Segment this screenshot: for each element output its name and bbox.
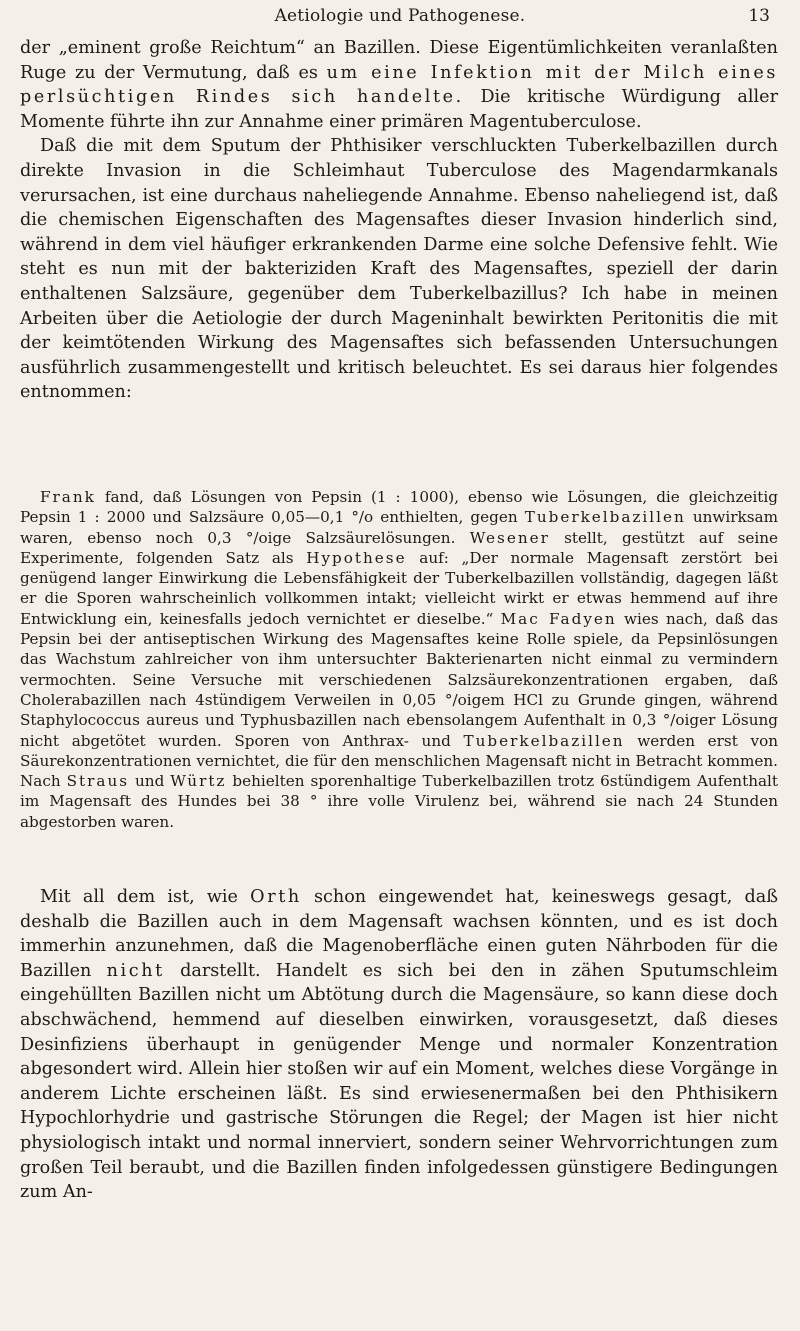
author-wesener: Wesener — [469, 528, 550, 547]
emphasized-text: Tuberkelbazillen — [524, 508, 686, 527]
author-straus: Straus — [66, 772, 130, 791]
author-orth: Orth — [250, 887, 302, 907]
paragraph-ruge — [20, 36, 778, 134]
emphasized-text: Hypothese — [306, 548, 407, 567]
small-print-text — [20, 487, 778, 832]
emphasized-text: nicht — [106, 960, 165, 981]
emphasized-text: Tuberkelbazillen — [463, 731, 625, 750]
text-span: darstellt. Handelt es sich bei den in zähen Sputumschleim eingehüllten Bazillen nicht um Abtötung durch die Magensäure, so kann diese doch abschwächend, hemmend auf dieselben einwirken, vorausgesetzt, daß dieses Desinfiziens überhaupt in genügender Menge und normaler Konzentration abgesondert wird. Allein hier stoßen wir auf ein Moment, welches diese Vorgänge in anderem Lichte erscheinen läßt. Es sind erwiesenermaßen bei den Phthisikern Hypochlorhydrie und gastrische Störungen die Regel; der Magen ist hier nicht physiologisch intakt und normal innerviert, sondern seiner Wehrvorrichtungen zum großen Teil beraubt, und die Bazillen finden infolgedessen günstigere Bedingungen zum An- — [20, 960, 778, 1203]
text-span: auf: „Der normale Magensaft zerstört bei genügend langer Einwirkung die Lebensfähigkeit der Tuberkelbazillen vollständig, dagegen läßt er die Sporen wahrscheinlich vollkommen intakt; vielleicht wirkt er etwas hemmend auf ihre Entwicklung ein, keinesfalls jedoch vernichtet er dieselbe.“ — [20, 548, 778, 628]
author-mac-fadyen: Mac Fadyen — [500, 609, 617, 628]
text-span: wies nach, daß das Pepsin bei der antiseptischen Wirkung des Magensaftes keine Rolle spiele, da Pepsinlösungen das Wachstum zahlreicher von ihm untersuchter Bakterienarten nicht einmal zu vermindern vermochten. Seine Versuche mit verschiedenen Salzsäurekonzentrationen ergaben, daß Cholerabazillen nach 4stündigem Verweilen in 0,05 °/oigem HCl zu Grunde gingen, während Staphylococcus aureus und Typhusbazillen nach ebensolangem Aufenthalt in 0,3 °/oiger Lösung nicht abgetötet wurden. Sporen von Anthrax- und — [20, 609, 778, 750]
running-title: Aetiologie und Pathogenese. — [274, 6, 526, 26]
text-span: unwirksam waren, ebenso noch 0,3 °/oige Salzsäurelösungen. — [20, 508, 778, 547]
text-span: Die kritische Würdigung aller Momente führte ihn zur Annahme einer primären Magentuberculose. — [20, 87, 779, 132]
lower-text — [20, 885, 778, 1205]
paragraph-orth — [20, 885, 778, 1205]
page-number: 13 — [748, 6, 770, 26]
main-text — [20, 36, 778, 405]
text-span: werden erst von Säurekonzentrationen vernichtet, die für den menschlichen Magensaft nicht in Betracht kommen. Nach — [20, 731, 778, 791]
text-span: der „eminent große Reichtum“ an Bazillen. Diese Eigentümlichkeiten veranlaßten Ruge zu der Vermutung, daß es — [20, 38, 778, 83]
text-span: schon eingewendet hat, keineswegs gesagt, daß deshalb die Bazillen auch in dem Magensaft wachsen könnten, und es ist doch immerhin anzunehmen, daß die Magenoberfläche einen guten Nährboden für die Bazillen — [20, 887, 778, 981]
text-span: Mit all dem ist, wie — [40, 887, 251, 907]
author-frank: Frank — [40, 488, 96, 506]
page-header — [20, 6, 780, 30]
paragraph-sputum: Daß die mit dem Sputum der Phthisiker verschluckten Tuberkelbazillen durch direkte Invasion in die Schleimhaut Tuberculose des Magendarmkanals verursachen, ist eine durchaus naheliegende Annahme. Ebenso naheliegend ist, daß die chemischen Eigenschaften des Magensaftes dieser Invasion hinderlich sind, während in dem viel häufiger erkrankenden Darme eine solche Defensive fehlt. Wie steht es nun mit der bakteriziden Kraft des Magensaftes, speziell der darin enthaltenen Salzsäure, gegenüber dem Tuberkelbazillus? Ich habe in meinen Arbeiten über die Aetiologie der durch Mageninhalt bewirkten Peritonitis die mit der keimtötenden Wirkung des Magensaftes sich befassenden Untersuchungen ausführlich zusammengestellt und kritisch beleuchtet. Es sei daraus hier folgendes entnommen: — [20, 136, 778, 403]
text-span: und — [129, 772, 171, 791]
emphasized-text: um eine Infektion mit der Milch eines perlsüchtigen Rindes sich handelte. — [20, 62, 778, 108]
text-span: behielten sporenhaltige Tuberkelbazillen trotz 6stündigem Aufenthalt im Magensaft des Hundes bei 38 ° ihre volle Virulenz bei, während sie nach 24 Stunden abgestorben waren. — [20, 772, 778, 831]
text-span: fand, daß Lösungen von Pepsin (1 : 1000), ebenso wie Lösungen, die gleichzeitig Pepsin 1 : 2000 und Salzsäure 0,05—0,1 °/o enthielten, gegen — [20, 488, 778, 527]
paragraph-experiments — [20, 487, 778, 832]
author-wurtz: Würtz — [170, 772, 227, 791]
text-span: stellt, gestützt auf seine Experimente, folgenden Satz als — [20, 528, 778, 567]
